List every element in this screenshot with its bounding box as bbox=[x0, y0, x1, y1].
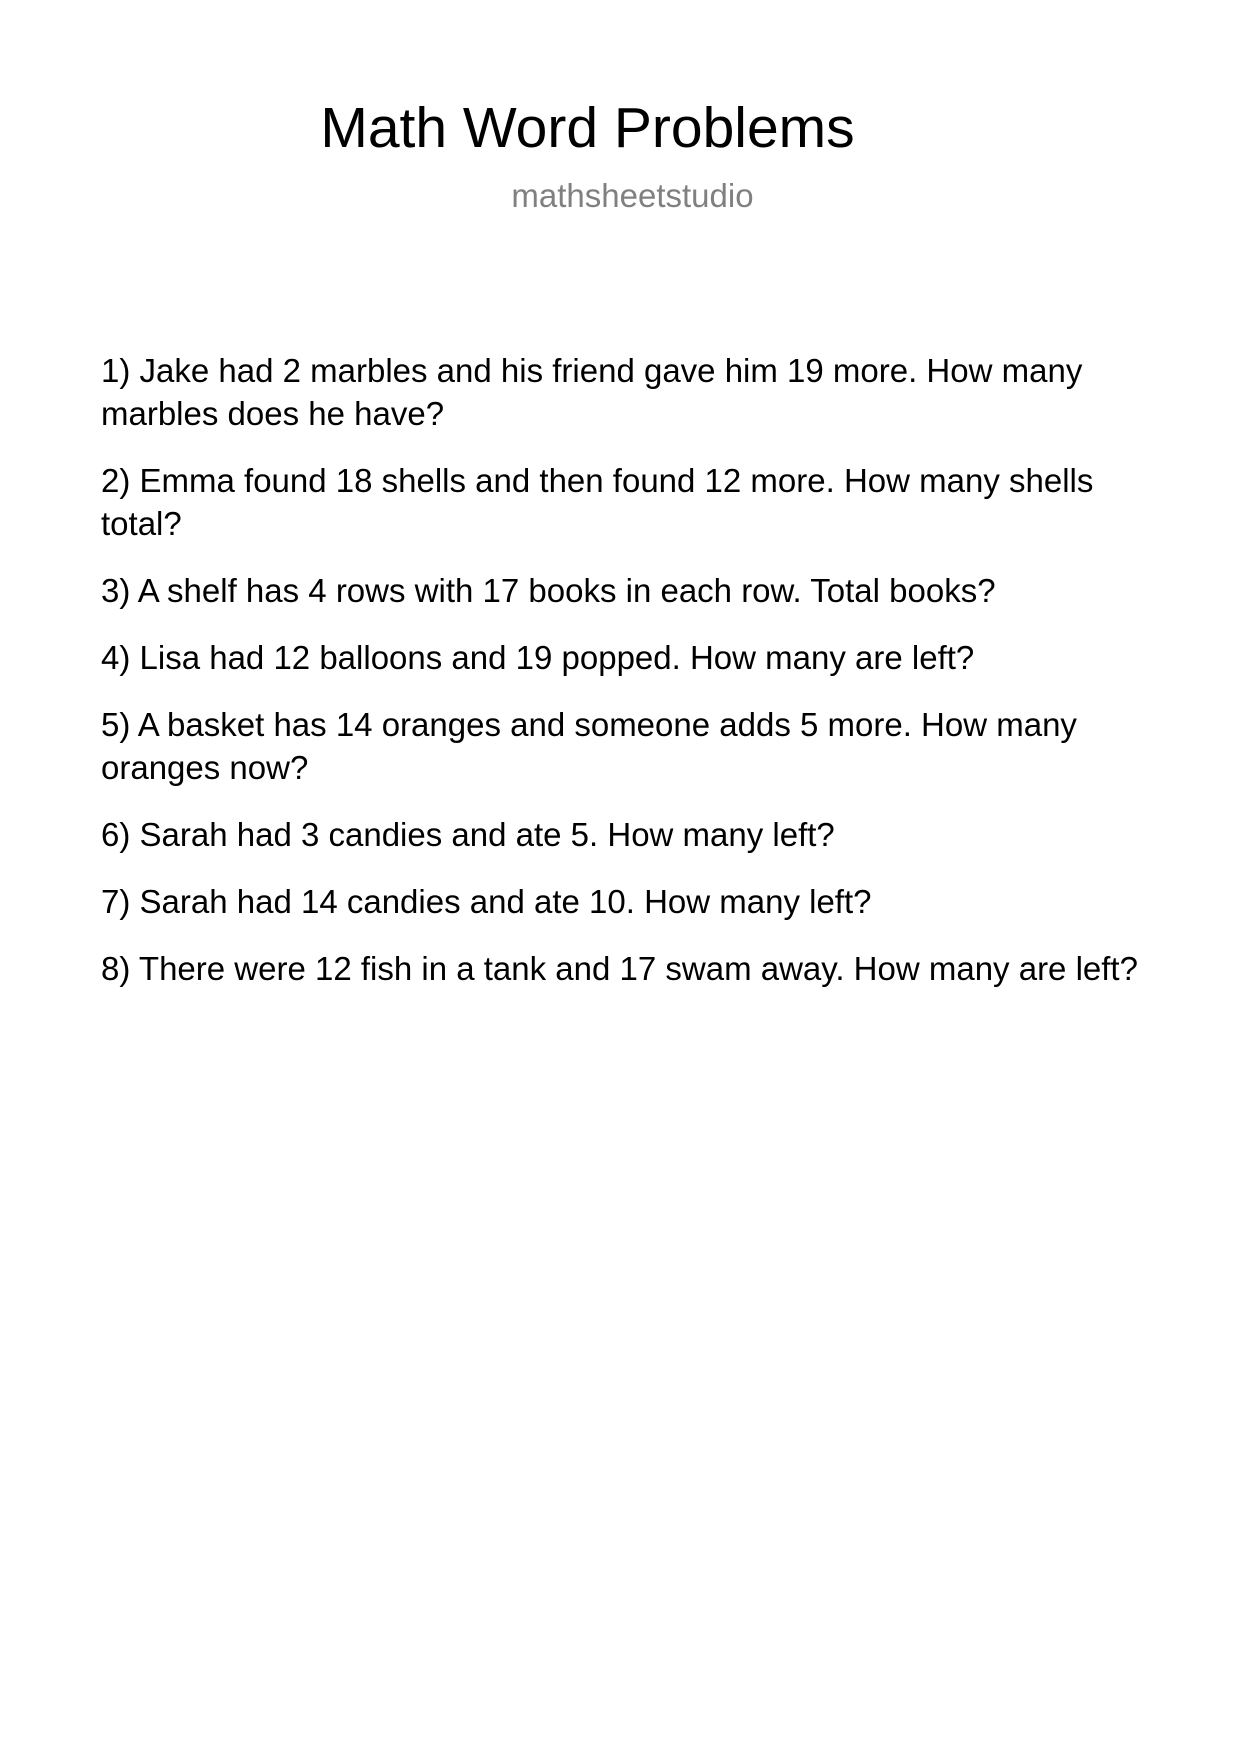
problem-item: 5) A basket has 14 oranges and someone adds 5 more. How many oranges now? bbox=[101, 706, 1077, 786]
publisher-name: mathsheetstudio bbox=[511, 177, 754, 214]
problem-item: 1) Jake had 2 marbles and his friend gave him 19 more. How many marbles does he have? bbox=[101, 352, 1083, 432]
problem-item: 6) Sarah had 3 candies and ate 5. How many left? bbox=[101, 816, 835, 853]
problem-item: 7) Sarah had 14 candies and ate 10. How many left? bbox=[101, 883, 872, 920]
problem-item: 3) A shelf has 4 rows with 17 books in each row. Total books? bbox=[101, 572, 996, 609]
problem-item: 2) Emma found 18 shells and then found 12 more. How many shells total? bbox=[101, 462, 1094, 542]
problem-item: 4) Lisa had 12 balloons and 19 popped. How many are left? bbox=[101, 639, 975, 676]
problem-list bbox=[101, 349, 1161, 1014]
page-title: Math Word Problems bbox=[320, 96, 855, 160]
problem-item: 8) There were 12 fish in a tank and 17 swam away. How many are left? bbox=[101, 950, 1138, 987]
